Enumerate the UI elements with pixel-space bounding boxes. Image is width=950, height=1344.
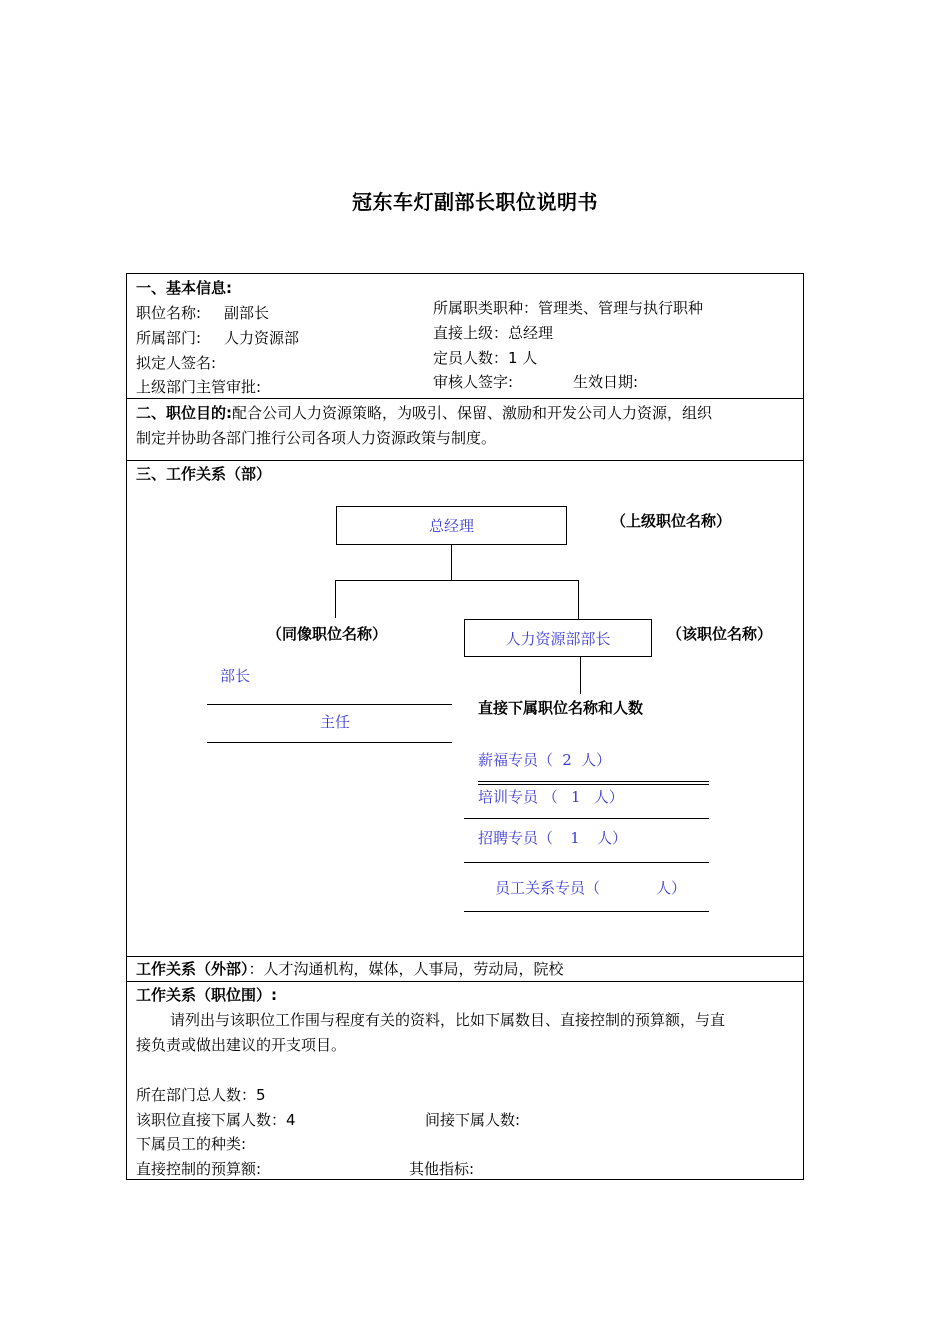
subordinate-underline xyxy=(464,862,709,863)
effective-date: 生效日期: xyxy=(573,373,639,391)
subordinate-item: 员工关系专员（ 人） xyxy=(495,879,687,897)
subordinate-item: 薪福专员（ 2 人） xyxy=(478,751,612,769)
self-box-label: 人力资源部部长 xyxy=(505,629,611,648)
superior-box xyxy=(336,506,567,545)
peer-note: （同像职位名称） xyxy=(267,625,388,643)
divider xyxy=(127,956,803,957)
department-label: 所属部门: xyxy=(136,329,202,347)
subordinate-types: 下属员工的种类: xyxy=(136,1135,247,1153)
job-category: 所属职类职种：管理类、管理与执行职种 xyxy=(433,299,704,317)
document-title: 冠东车灯副部长职位说明书 xyxy=(352,190,598,214)
divider xyxy=(127,398,803,399)
budget-control: 直接控制的预算额: xyxy=(136,1160,262,1178)
superior-approval: 上级部门主管审批: xyxy=(136,378,262,396)
subordinate-item: 招聘专员（ 1 人） xyxy=(478,829,628,847)
connector-line xyxy=(451,545,452,581)
scope-instruction-1: 请列出与该职位工作围与程度有关的资料，比如下属数目、直接控制的预算额，与直 xyxy=(170,1011,726,1029)
subordinate-underline xyxy=(464,911,709,912)
subordinate-underline xyxy=(478,781,709,782)
divider xyxy=(127,981,803,982)
indirect-subordinates: 间接下属人数: xyxy=(425,1111,521,1129)
connector-line xyxy=(335,580,336,618)
peer-item: 部长 xyxy=(220,667,251,685)
peer-item: 主任 xyxy=(320,713,351,731)
purpose-label: 二、职位目的: xyxy=(136,404,232,422)
basic-info-heading: 一、基本信息: xyxy=(136,279,232,297)
direct-superior: 直接上级：总经理 xyxy=(433,324,554,342)
subordinate-item: 培训专员 （ 1 人） xyxy=(478,788,624,806)
peer-underline xyxy=(207,742,452,743)
purpose-line-2: 制定并协助各部门推行公司各项人力资源政策与制度。 xyxy=(136,429,497,447)
subordinates-heading: 直接下属职位名称和人数 xyxy=(478,699,644,717)
direct-subordinates: 该职位直接下属人数：4 xyxy=(136,1111,296,1129)
drafter-signature: 拟定人签名: xyxy=(136,354,217,372)
peer-underline xyxy=(207,704,452,705)
other-indicators: 其他指标: xyxy=(409,1160,475,1178)
scope-instruction-2: 接负责或做出建议的开支项目。 xyxy=(136,1036,347,1054)
position-name-value: 副部长 xyxy=(224,304,270,322)
subordinate-underline xyxy=(478,784,709,785)
self-box xyxy=(464,619,652,657)
external-relations-value: ：人才沟通机构，媒体，人事局，劳动局，院校 xyxy=(248,960,564,978)
external-relations-label: 工作关系（外部） xyxy=(136,960,249,978)
department-value: 人力资源部 xyxy=(224,329,300,347)
self-note: （该职位名称） xyxy=(667,625,773,643)
position-name-label: 职位名称: xyxy=(136,304,202,322)
purpose-line-1 xyxy=(136,402,712,424)
headcount: 定员人数：1 人 xyxy=(433,349,538,367)
purpose-text-1: 配合公司人力资源策略，为吸引、保留、激励和开发公司人力资源，组织 xyxy=(232,404,713,422)
subordinate-underline xyxy=(464,818,709,819)
relations-heading: 三、工作关系（部） xyxy=(136,465,272,483)
connector-line xyxy=(578,580,579,620)
external-relations xyxy=(136,958,564,980)
scope-heading: 工作关系（职位围）: xyxy=(136,986,277,1004)
job-description-table xyxy=(126,273,804,1180)
dept-total: 所在部门总人数：5 xyxy=(136,1086,266,1104)
divider xyxy=(127,460,803,461)
reviewer-signature: 审核人签字: xyxy=(433,373,514,391)
connector-line xyxy=(580,657,581,694)
superior-box-label: 总经理 xyxy=(428,517,474,535)
superior-note: （上级职位名称） xyxy=(611,512,732,530)
connector-line xyxy=(335,580,579,581)
